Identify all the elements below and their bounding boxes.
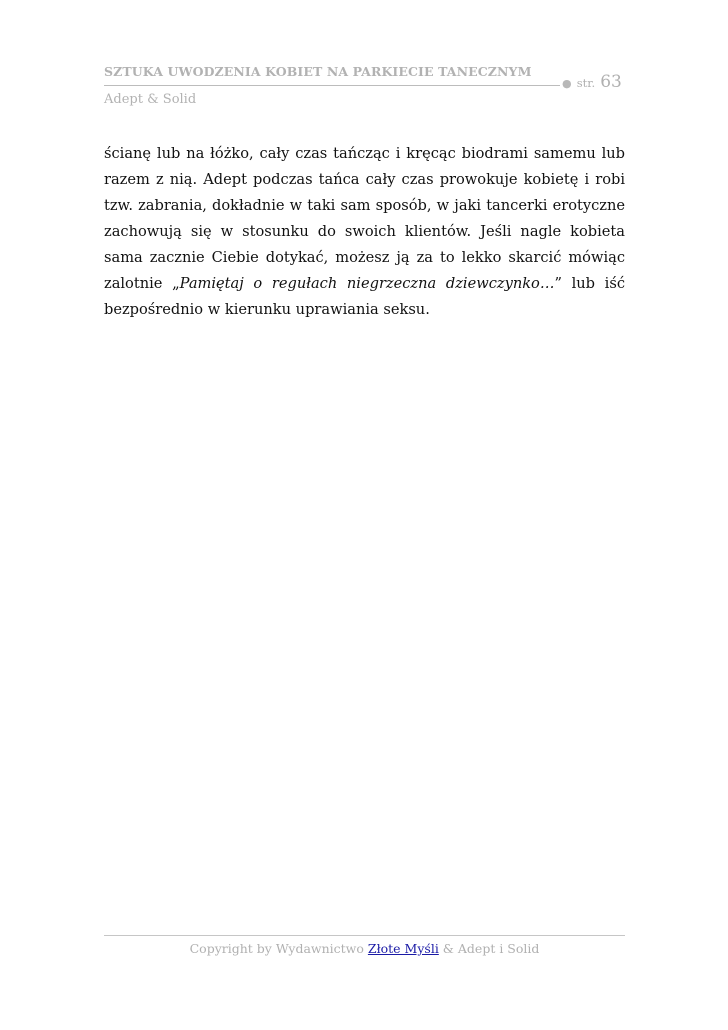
page-prefix: str.: [576, 76, 596, 90]
footer-divider: [104, 935, 625, 936]
bullet-icon: ●: [562, 77, 572, 90]
book-authors: Adept & Solid: [104, 92, 197, 107]
copyright-text: Copyright by Wydawnictwo: [189, 941, 368, 956]
page-body: [104, 141, 625, 323]
body-paragraph: [104, 141, 625, 323]
publisher-link[interactable]: Złote Myśli: [367, 941, 439, 956]
header-divider: [104, 85, 560, 86]
paragraph-text: ścianę lub na łóżko, cały czas tańcząc i kręcąc biodrami samemu lub razem z nią. Adept podczas tańca cały czas prowokuje kobietę i robi tzw. zabrania, dokładnie w taki sam sposób, w jaki tancerki erotyczne zachowują się w stosunku do swoich klientów. Jeśli nagle kobieta sama zacznie Ciebie dotykać, możesz ją za to lekko skarcić mówiąc zalotnie „: [104, 145, 625, 292]
page-number: 63: [600, 72, 622, 92]
copyright-authors: & Adept i Solid: [438, 941, 540, 956]
book-title: SZTUKA UWODZENIA KOBIET NA PARKIECIE TANECZNYM: [104, 64, 532, 79]
page-footer: [104, 941, 625, 956]
page-header: [104, 64, 624, 110]
page-indicator: [562, 72, 622, 92]
quoted-phrase: Pamiętaj o regułach niegrzeczna dziewczynko…: [179, 275, 555, 292]
paragraph-text-end: ” lub iść bezpośrednio w kierunku uprawiania seksu.: [104, 275, 625, 318]
